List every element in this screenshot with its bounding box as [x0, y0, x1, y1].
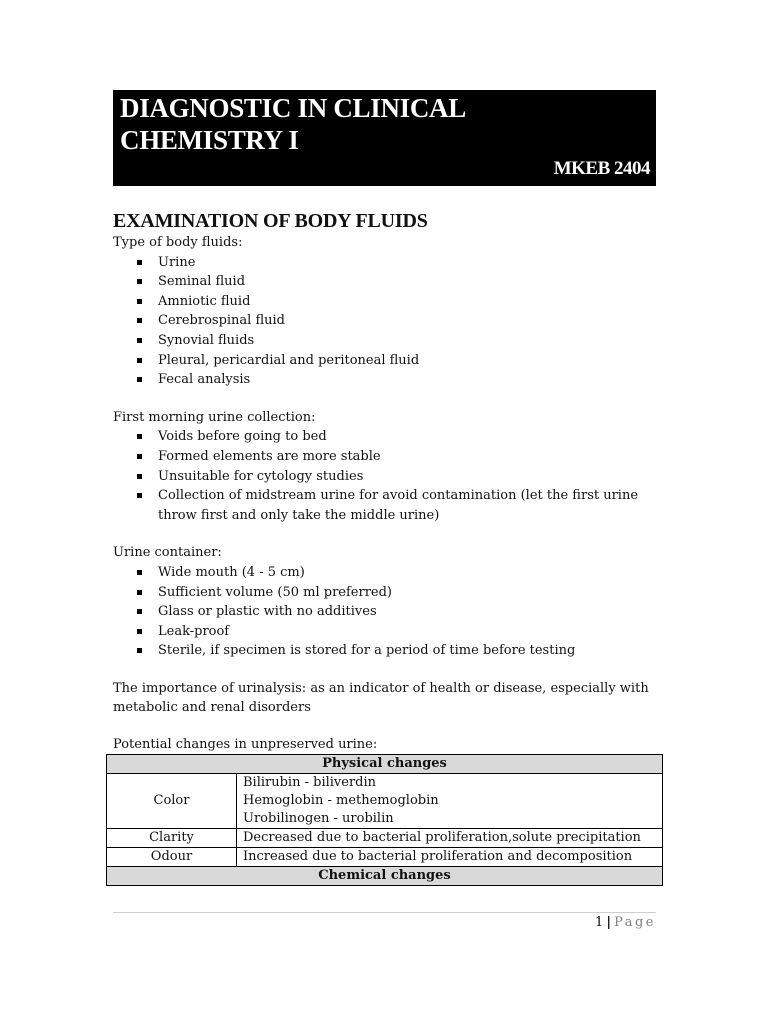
cell-line: Hemoglobin - methemoglobin	[243, 793, 439, 808]
list-item: Unsuitable for cytology studies	[113, 467, 673, 487]
list-item: Leak-proof	[113, 622, 673, 642]
page-footer	[595, 915, 656, 930]
table-row	[107, 848, 663, 867]
row-label: Clarity	[107, 829, 237, 848]
footer-separator: |	[606, 915, 612, 930]
document-title: DIAGNOSTIC IN CLINICAL CHEMISTRY I	[120, 93, 465, 155]
table-row	[107, 755, 663, 774]
morning-collection-list	[113, 427, 673, 525]
table-intro: Potential changes in unpreserved urine:	[113, 737, 378, 753]
list-item: Sufficient volume (50 ml preferred)	[113, 583, 673, 603]
list-item: Glass or plastic with no additives	[113, 602, 673, 622]
urine-changes-table	[106, 754, 663, 886]
page-number: 1	[595, 915, 604, 930]
list-item: Formed elements are more stable	[113, 447, 673, 467]
row-label: Color	[107, 774, 237, 829]
title-banner	[113, 90, 656, 186]
table-row	[107, 867, 663, 886]
list-item: Cerebrospinal fluid	[113, 311, 673, 331]
list-item: Synovial fluids	[113, 331, 673, 351]
chemical-changes-header: Chemical changes	[107, 867, 663, 886]
list-item: Sterile, if specimen is stored for a period of time before testing	[113, 641, 673, 661]
row-values: Increased due to bacterial proliferation and decomposition	[237, 848, 663, 867]
course-code: MKEB 2404	[553, 158, 650, 179]
cell-line: Bilirubin - biliverdin	[243, 775, 377, 790]
physical-changes-header: Physical changes	[107, 755, 663, 774]
container-list	[113, 563, 673, 661]
list-item: Collection of midstream urine for avoid contamination (let the first urine throw first and only take the middle urine)	[113, 486, 673, 525]
row-values	[237, 774, 663, 829]
morning-collection-intro: First morning urine collection:	[113, 409, 316, 425]
list-item: Urine	[113, 253, 673, 273]
cell-line: Urobilinogen - urobilin	[243, 811, 394, 826]
section-heading: EXAMINATION OF BODY FLUIDS	[113, 210, 428, 232]
table-row	[107, 829, 663, 848]
list-item: Voids before going to bed	[113, 427, 673, 447]
container-intro: Urine container:	[113, 545, 222, 561]
list-item: Pleural, pericardial and peritoneal fluid	[113, 351, 673, 371]
page-label: Page	[614, 915, 656, 930]
importance-paragraph: The importance of urinalysis: as an indicator of health or disease, especially with metabolic and renal disorders	[113, 680, 649, 716]
list-item: Fecal analysis	[113, 370, 673, 390]
body-fluids-list	[113, 253, 673, 390]
list-item: Amniotic fluid	[113, 292, 673, 312]
document-body	[113, 233, 673, 755]
row-values: Decreased due to bacterial proliferation,solute precipitation	[237, 829, 663, 848]
table-row	[107, 774, 663, 829]
body-fluids-intro: Type of body fluids:	[113, 235, 243, 250]
row-label: Odour	[107, 848, 237, 867]
list-item: Seminal fluid	[113, 272, 673, 292]
footer-divider	[113, 912, 656, 913]
list-item: Wide mouth (4 - 5 cm)	[113, 563, 673, 583]
